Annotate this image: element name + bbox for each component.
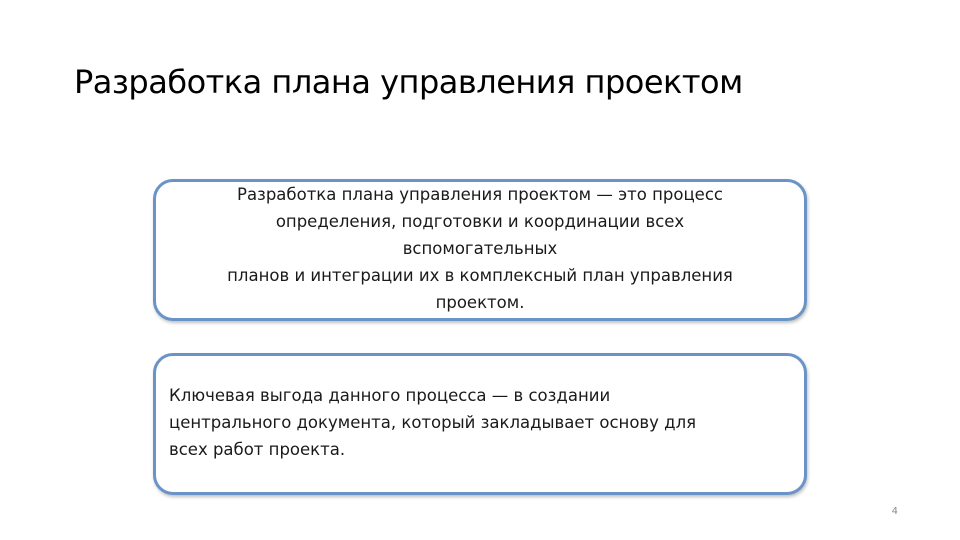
slide-title: Разработка плана управления проектом xyxy=(74,63,743,101)
definition-text xyxy=(180,181,780,316)
definition-line-1-rest: — это процесс xyxy=(591,185,723,204)
slide-number: 4 xyxy=(891,506,898,517)
benefit-text xyxy=(169,382,789,463)
definition-line-2: определения, подготовки и координации всех xyxy=(275,212,685,231)
definition-line-4: планов и интеграции их в комплексный план управления xyxy=(227,266,733,285)
definition-line-5: проектом. xyxy=(435,293,525,312)
definition-term: Разработка плана управления проектом xyxy=(237,185,592,204)
benefit-line-2: центрального документа, который закладывает основу для xyxy=(169,413,697,432)
benefit-line-3: всех работ проекта. xyxy=(169,440,346,459)
benefit-line-1: Ключевая выгода данного процесса — в создании xyxy=(169,386,611,405)
definition-line-3: вспомогательных xyxy=(402,239,558,258)
